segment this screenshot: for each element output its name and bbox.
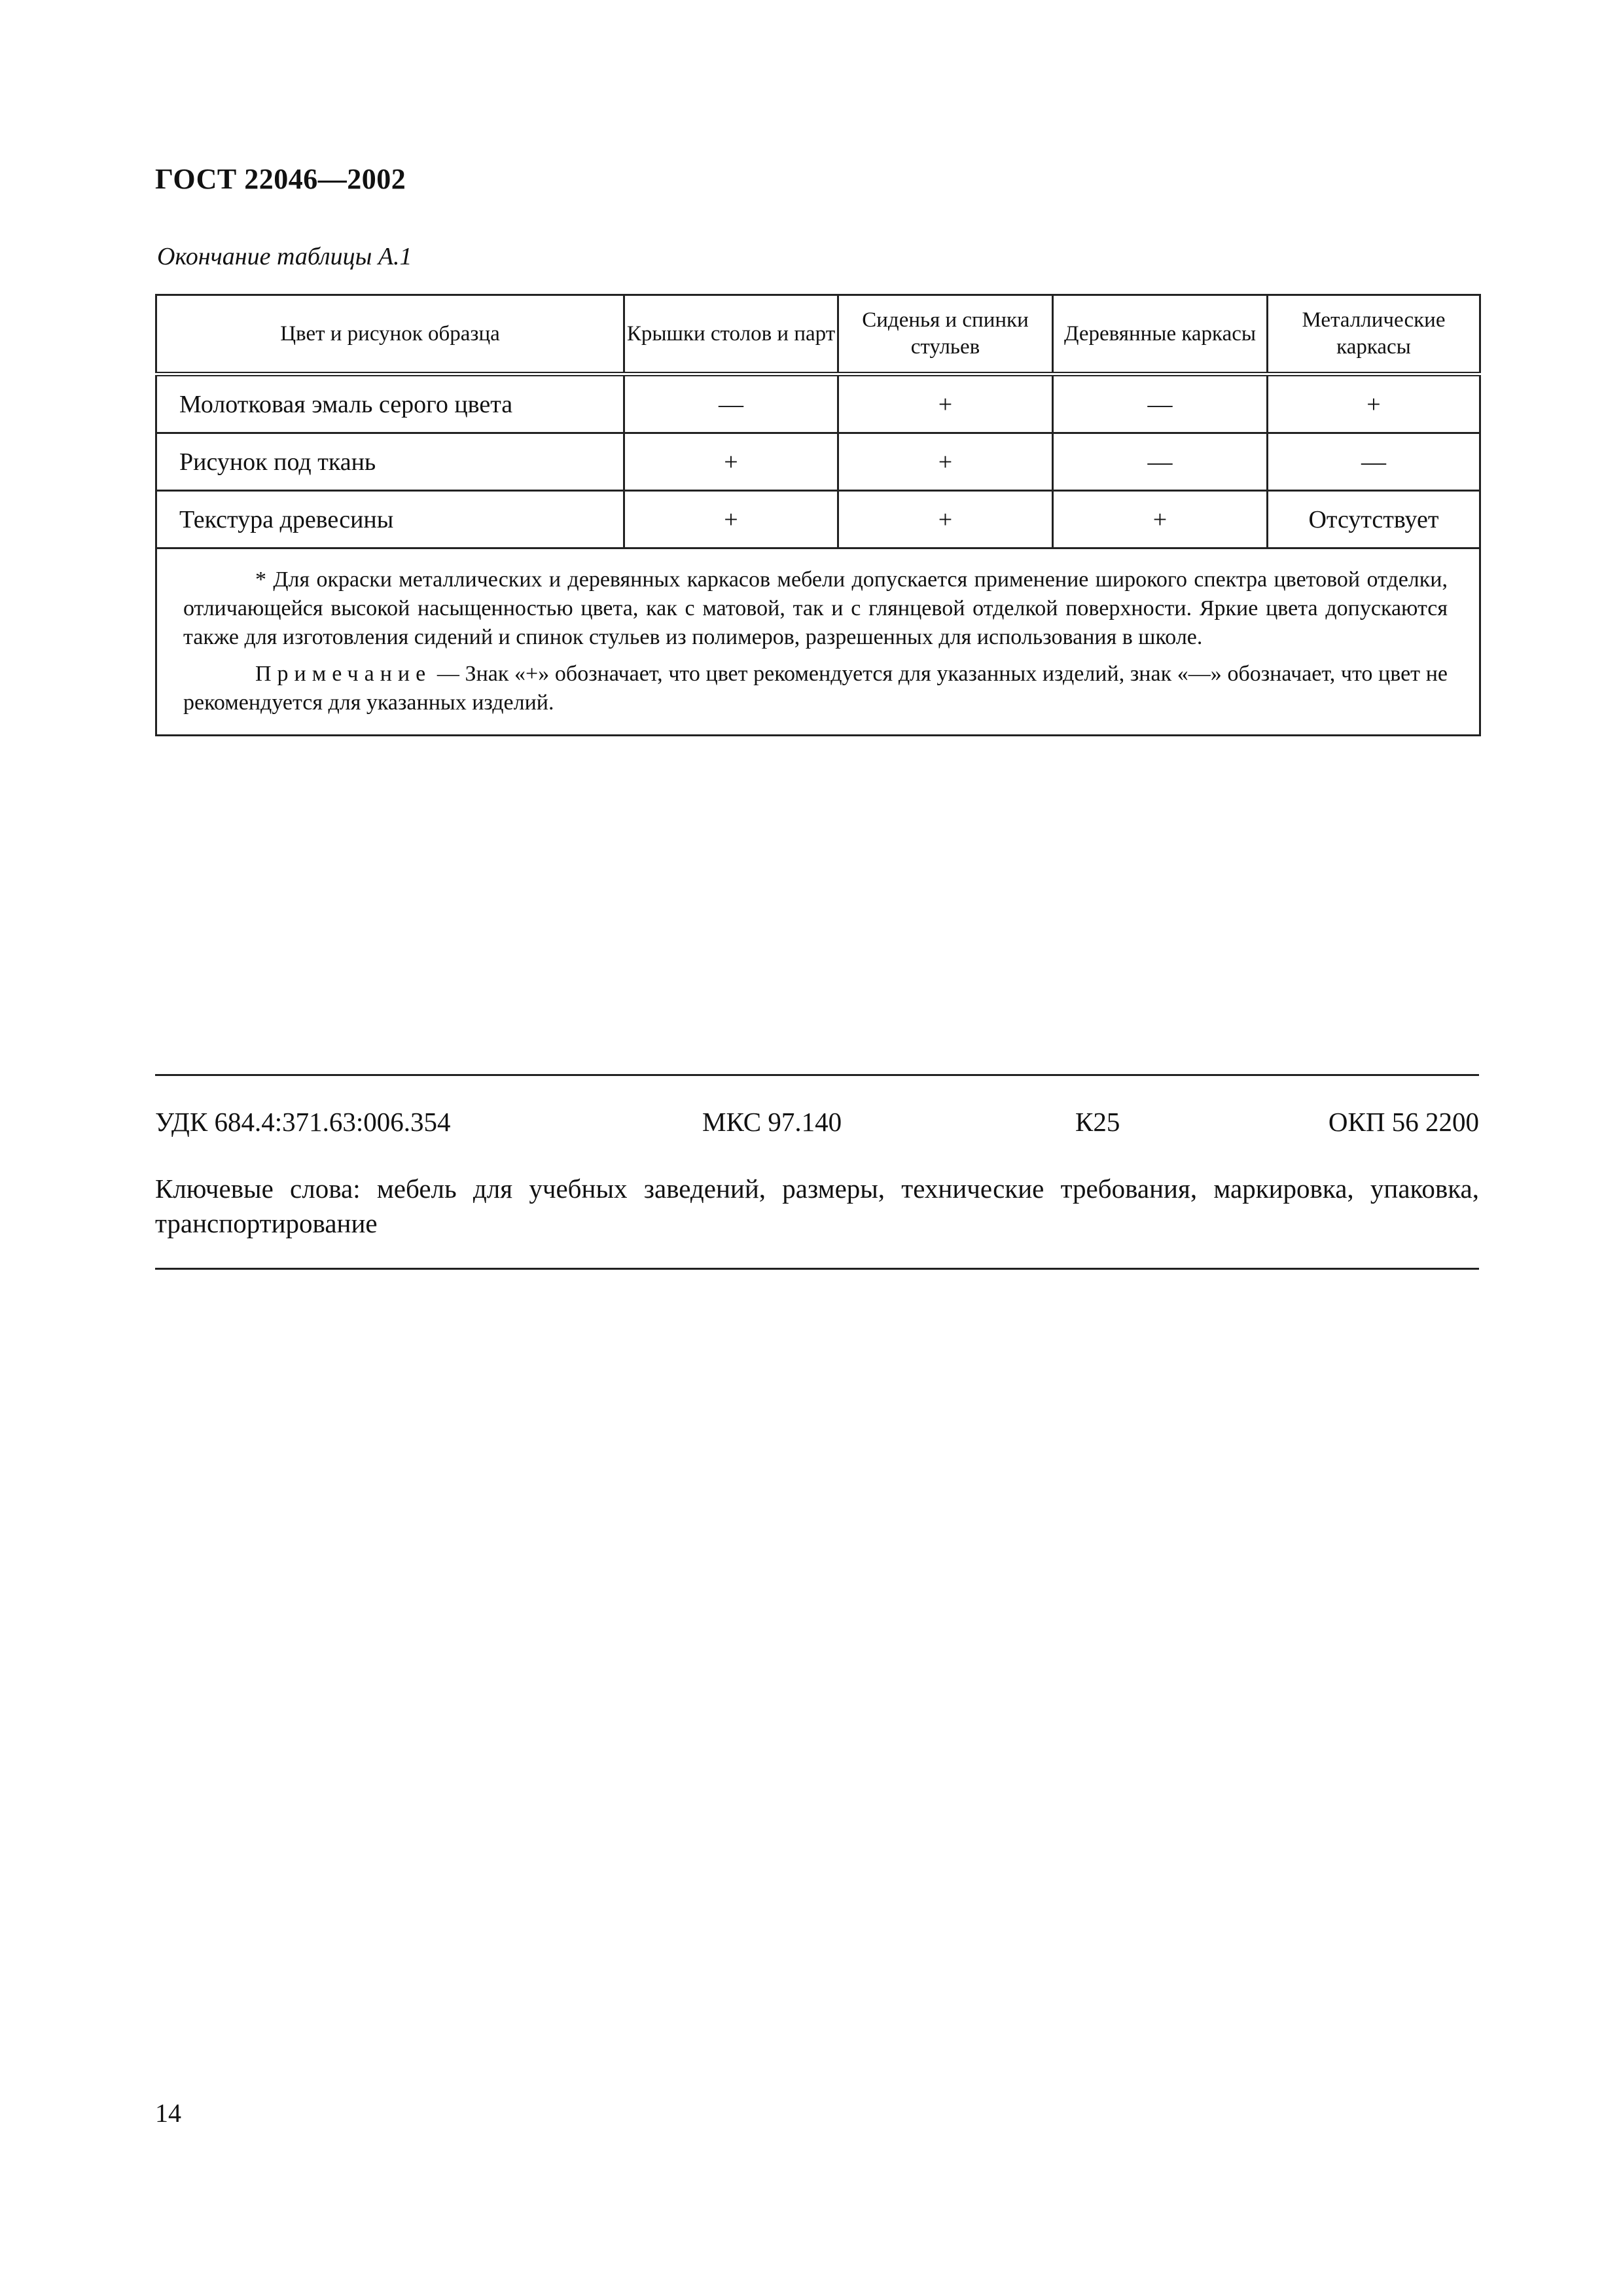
footnote: * Для окраски металлических и деревянных каркасов мебели допускается применение широкого спектра цветовой отделки, отличающейся высокой насыщенностью цвета, как с матовой, так и с глянцевой отделкой поверхности. Яркие цвета допускаются также для изготовления сидений и спинок стульев из полимеров, разрешенных для использования в школе.	[183, 567, 1448, 649]
page-number: 14	[155, 2098, 181, 2128]
document-title: ГОСТ 22046—2002	[155, 163, 406, 195]
column-header: Сиденья и спинки стульев	[838, 295, 1053, 374]
table-cell: Отсутствует	[1268, 491, 1480, 548]
table-cell: +	[838, 374, 1053, 433]
table-row	[156, 374, 1480, 433]
note-text: — Знак «+» обозначает, что цвет рекомендуется для указанных изделий, знак «—» обозначает, что цвет не рекомендуется для указанных изделий.	[183, 662, 1448, 715]
table-cell: +	[624, 433, 838, 491]
table-cell: +	[624, 491, 838, 548]
table-cell: —	[624, 374, 838, 433]
table-cell: —	[1053, 374, 1268, 433]
table-cell: —	[1268, 433, 1480, 491]
row-label: Рисунок под ткань	[156, 433, 624, 491]
table-cell: +	[838, 491, 1053, 548]
divider-top	[155, 1074, 1479, 1076]
table-cell: +	[1053, 491, 1268, 548]
note-label: Примечание	[255, 662, 432, 686]
colors-table	[155, 294, 1481, 736]
mks-code: МКС 97.140	[702, 1107, 842, 1137]
column-header: Металлические каркасы	[1268, 295, 1480, 374]
table-cell: +	[1268, 374, 1480, 433]
table-header-row	[156, 295, 1480, 374]
keywords: Ключевые слова: мебель для учебных заведений, размеры, технические требования, маркировка, упаковка, транспортирование	[155, 1174, 1479, 1238]
table-cell: +	[838, 433, 1053, 491]
classification-code: К25	[1075, 1107, 1120, 1137]
udk-code: УДК 684.4:371.63:006.354	[155, 1107, 451, 1137]
table-cell: —	[1053, 433, 1268, 491]
table-row	[156, 491, 1480, 548]
column-header: Деревянные каркасы	[1053, 295, 1268, 374]
column-header: Цвет и рисунок образца	[156, 295, 624, 374]
table-row	[156, 433, 1480, 491]
table-caption: Окончание таблицы А.1	[157, 243, 412, 270]
column-header: Крышки столов и парт	[624, 295, 838, 374]
row-label: Текстура древесины	[156, 491, 624, 548]
divider-bottom	[155, 1268, 1479, 1270]
note	[183, 660, 1448, 717]
row-label: Молотковая эмаль серого цвета	[156, 374, 624, 433]
okp-code: ОКП 56 2200	[1328, 1107, 1479, 1137]
table-notes	[156, 548, 1480, 736]
table-notes-row	[156, 548, 1480, 736]
